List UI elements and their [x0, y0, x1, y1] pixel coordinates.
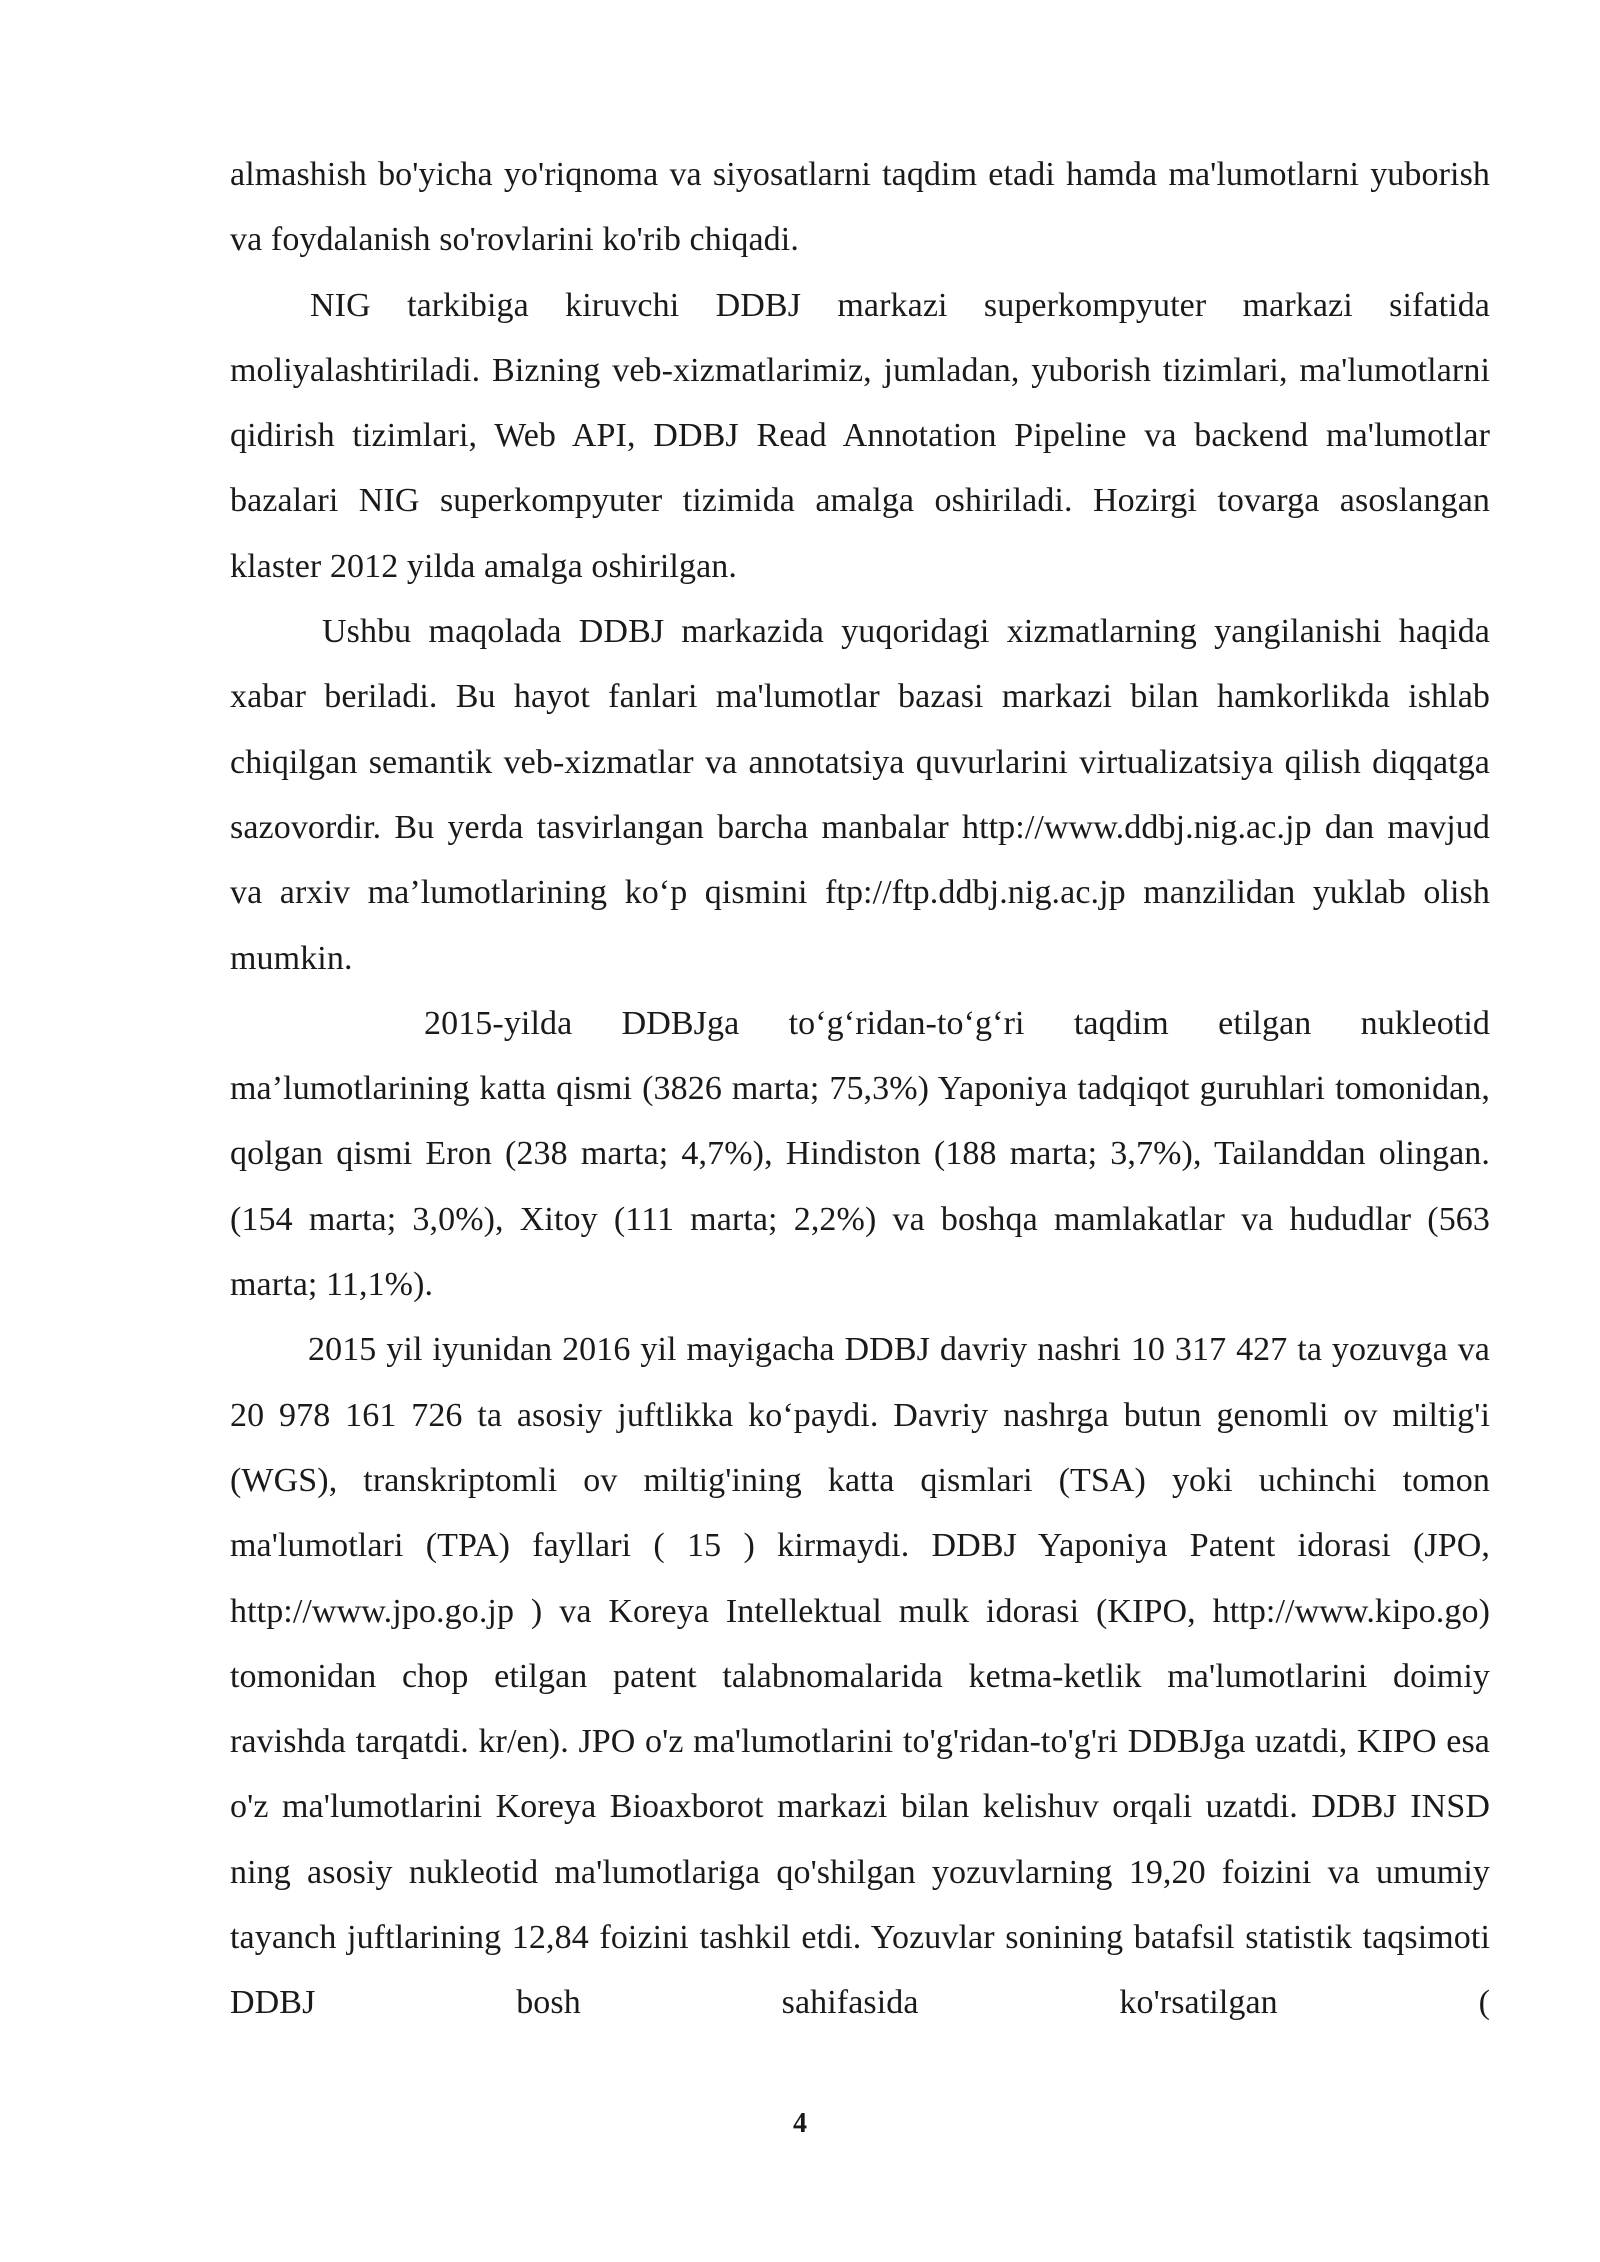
- paragraph-2: NIG tarkibiga kiruvchi DDBJ markazi superkompyuter markazi sifatida moliyalashtiriladi. Bizning veb-xizmatlarimiz, jumladan, yuborish tizimlari, ma'lumotlarni qidirish tizimlari, Web API, DDBJ Read Annotation Pipeline va backend ma'lumotlar bazalari NIG superkompyuter tizimida amalga oshiriladi. Hozirgi tovarga asoslangan klaster 2012 yilda amalga oshirilgan.: [230, 286, 1490, 585]
- paragraph-1: almashish bo'yicha yo'riqnoma va siyosatlarni taqdim etadi hamda ma'lumotlarni yuborish va foydalanish so'rovlarini ko'rib chiqadi.: [230, 156, 1490, 259]
- paragraph-5: 2015 yil iyunidan 2016 yil mayigacha DDBJ davriy nashri 10 317 427 ta yozuvga va 20 978 161 726 ta asosiy juftlikka ko‘paydi. Davriy nashrga butun genomli ov miltig'i (WGS), transkriptomli ov miltig'ining katta qismlari (TSA) yoki uchinchi tomon ma'lumotlari (TPA) fayllari ( 15 ) kirmaydi. DDBJ Yaponiya Patent idorasi (JPO, http://www.jpo.go.jp ) va Koreya Intellektual mulk idorasi (KIPO, http://www.kipo.go) tomonidan chop etilgan patent talabnomalarida ketma-ketlik ma'lumotlarini doimiy ravishda tarqatdi. kr/en). JPO o'z ma'lumotlarini to'g'ridan-to'g'ri DDBJga uzatdi, KIPO esa o'z ma'lumotlarini Koreya Bioaxborot markazi bilan kelishuv orqali uzatdi. DDBJ INSD ning asosiy nukleotid ma'lumotlariga qo'shilgan yozuvlarning 19,20 foizini va umumiy tayanch juftlarining 12,84 foizini tashkil etdi. Yozuvlar sonining batafsil statistik taqsimoti DDBJ bosh sahifasida ko'rsatilgan (: [230, 1331, 1490, 2022]
- page-number: 4: [793, 2108, 807, 2139]
- paragraph-4: 2015-yilda DDBJga to‘g‘ridan-to‘g‘ri taqdim etilgan nukleotid ma’lumotlarining katta qismi (3826 marta; 75,3%) Yaponiya tadqiqot guruhlari tomonidan, qolgan qismi Eron (238 marta; 4,7%), Hindiston (188 marta; 3,7%), Tailanddan olingan. (154 marta; 3,0%), Xitoy (111 marta; 2,2%) va boshqa mamlakatlar va hududlar (563 marta; 11,1%).: [230, 1004, 1490, 1304]
- body-text: [230, 142, 1490, 2036]
- paragraph-3: Ushbu maqolada DDBJ markazida yuqoridagi xizmatlarning yangilanishi haqida xabar beriladi. Bu hayot fanlari ma'lumotlar bazasi markazi bilan hamkorlikda ishlab chiqilgan semantik veb-xizmatlar va annotatsiya quvurlarini virtualizatsiya qilish diqqatga sazovordir. Bu yerda tasvirlangan barcha manbalar http://www.ddbj.nig.ac.jp dan mavjud va arxiv ma’lumotlarining ko‘p qismini ftp://ftp.ddbj.nig.ac.jp manzilidan yuklab olish mumkin.: [230, 613, 1490, 977]
